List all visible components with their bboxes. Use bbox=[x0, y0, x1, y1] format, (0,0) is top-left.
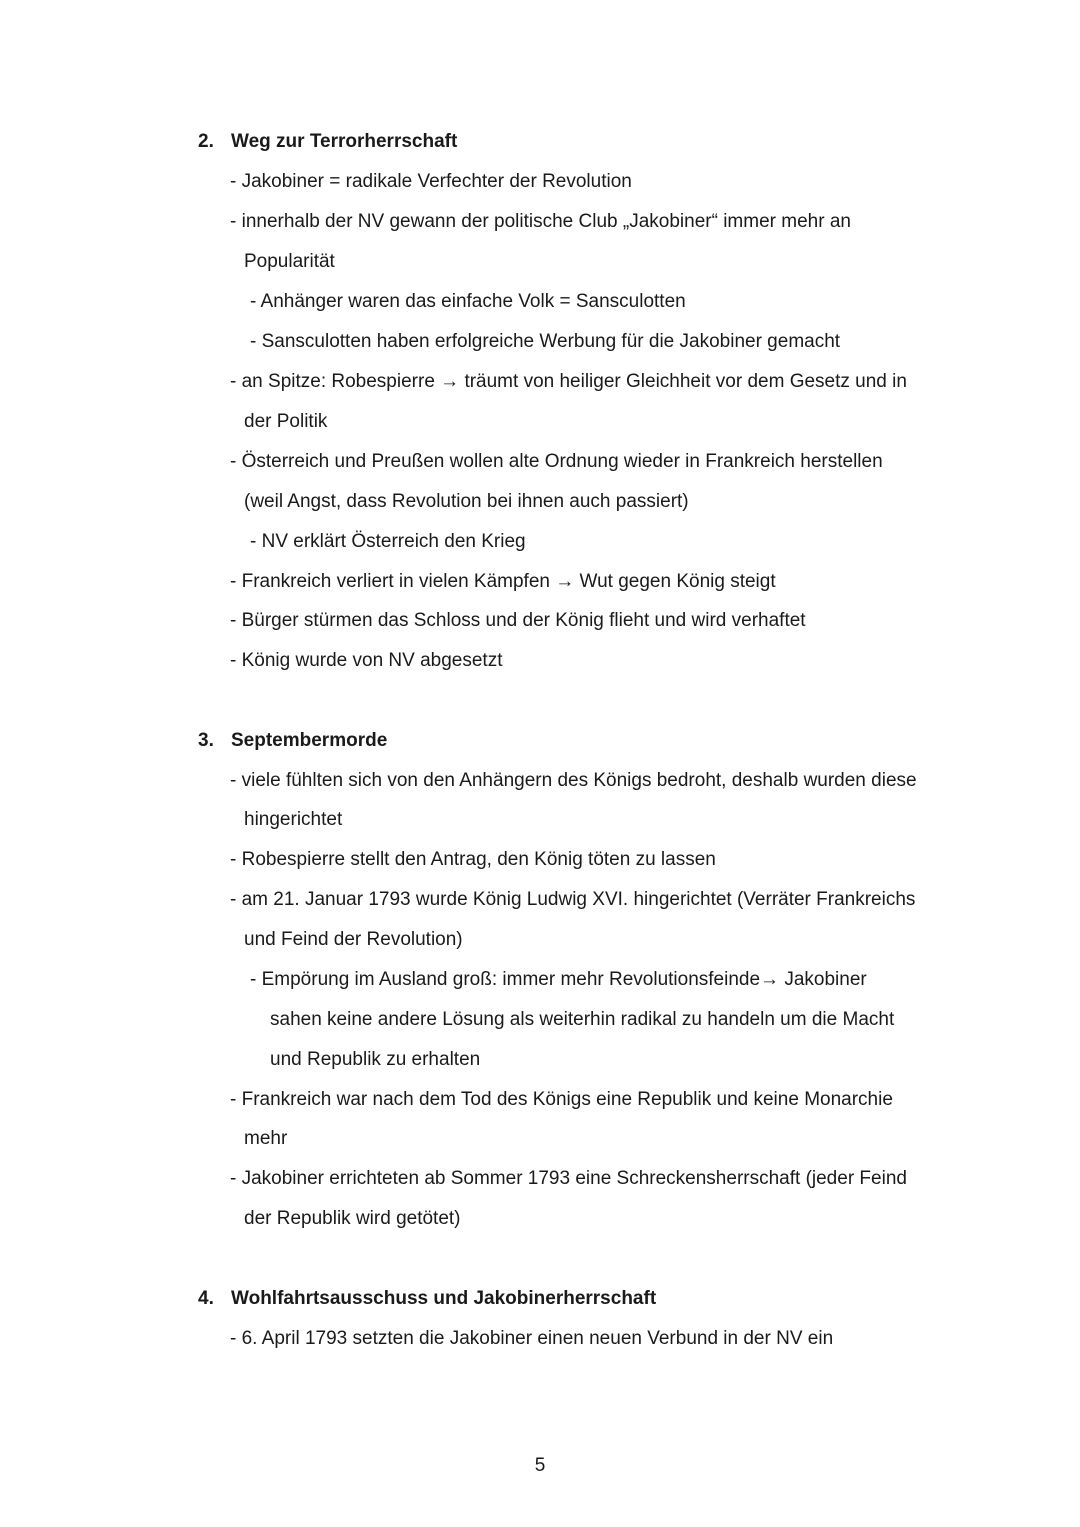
page-number: 5 bbox=[534, 1455, 546, 1476]
section-heading bbox=[198, 1287, 656, 1311]
text-line: hingerichtet bbox=[244, 809, 343, 830]
text-line: - am 21. Januar 1793 wurde König Ludwig XVI. hingerichtet (Verräter Frankreichs bbox=[230, 889, 916, 910]
text-line: - Robespierre stellt den Antrag, den König töten zu lassen bbox=[230, 849, 716, 870]
section-number: 2. bbox=[198, 131, 214, 152]
text-line: - Frankreich verliert in vielen Kämpfen → Wut gegen König steigt bbox=[230, 571, 776, 592]
text-line: mehr bbox=[244, 1128, 288, 1149]
text-line: - Österreich und Preußen wollen alte Ordnung wieder in Frankreich herstellen bbox=[230, 451, 883, 472]
text-line: - innerhalb der NV gewann der politische Club „Jakobiner“ immer mehr an bbox=[230, 211, 851, 232]
text-line: (weil Angst, dass Revolution bei ihnen auch passiert) bbox=[244, 491, 689, 512]
text-line: sahen keine andere Lösung als weiterhin radikal zu handeln um die Macht bbox=[270, 1009, 895, 1030]
text-line: - König wurde von NV abgesetzt bbox=[230, 650, 503, 671]
text-line: - Bürger stürmen das Schloss und der König flieht und wird verhaftet bbox=[230, 610, 806, 631]
section-heading bbox=[198, 130, 457, 154]
section-heading bbox=[198, 729, 387, 753]
section-title: Weg zur Terrorherrschaft bbox=[231, 131, 458, 152]
text-line: und Republik zu erhalten bbox=[270, 1049, 481, 1070]
text-line: - Frankreich war nach dem Tod des Königs eine Republik und keine Monarchie bbox=[230, 1089, 893, 1110]
section-title: Wohlfahrtsausschuss und Jakobinerherrschaft bbox=[231, 1288, 657, 1309]
text-line: - Empörung im Ausland groß: immer mehr Revolutionsfeinde→ Jakobiner bbox=[250, 969, 867, 990]
text-line: - viele fühlten sich von den Anhängern des Königs bedroht, deshalb wurden diese bbox=[230, 770, 917, 791]
text-line: der Politik bbox=[244, 411, 328, 432]
section-number: 4. bbox=[198, 1288, 214, 1309]
text-line: - NV erklärt Österreich den Krieg bbox=[250, 531, 526, 552]
text-line: Popularität bbox=[244, 251, 335, 272]
text-line: und Feind der Revolution) bbox=[244, 929, 463, 950]
text-line: - 6. April 1793 setzten die Jakobiner einen neuen Verbund in der NV ein bbox=[230, 1328, 834, 1349]
text-line: - Jakobiner = radikale Verfechter der Revolution bbox=[230, 171, 632, 192]
text-line: - an Spitze: Robespierre → träumt von heiliger Gleichheit vor dem Gesetz und in bbox=[230, 371, 907, 392]
section-title: Septembermorde bbox=[231, 730, 388, 751]
text-line: - Jakobiner errichteten ab Sommer 1793 eine Schreckensherrschaft (jeder Feind bbox=[230, 1168, 907, 1189]
text-line: der Republik wird getötet) bbox=[244, 1208, 461, 1229]
section-number: 3. bbox=[198, 730, 214, 751]
text-line: - Anhänger waren das einfache Volk = Sansculotten bbox=[250, 291, 686, 312]
text-line: - Sansculotten haben erfolgreiche Werbung für die Jakobiner gemacht bbox=[250, 331, 841, 352]
